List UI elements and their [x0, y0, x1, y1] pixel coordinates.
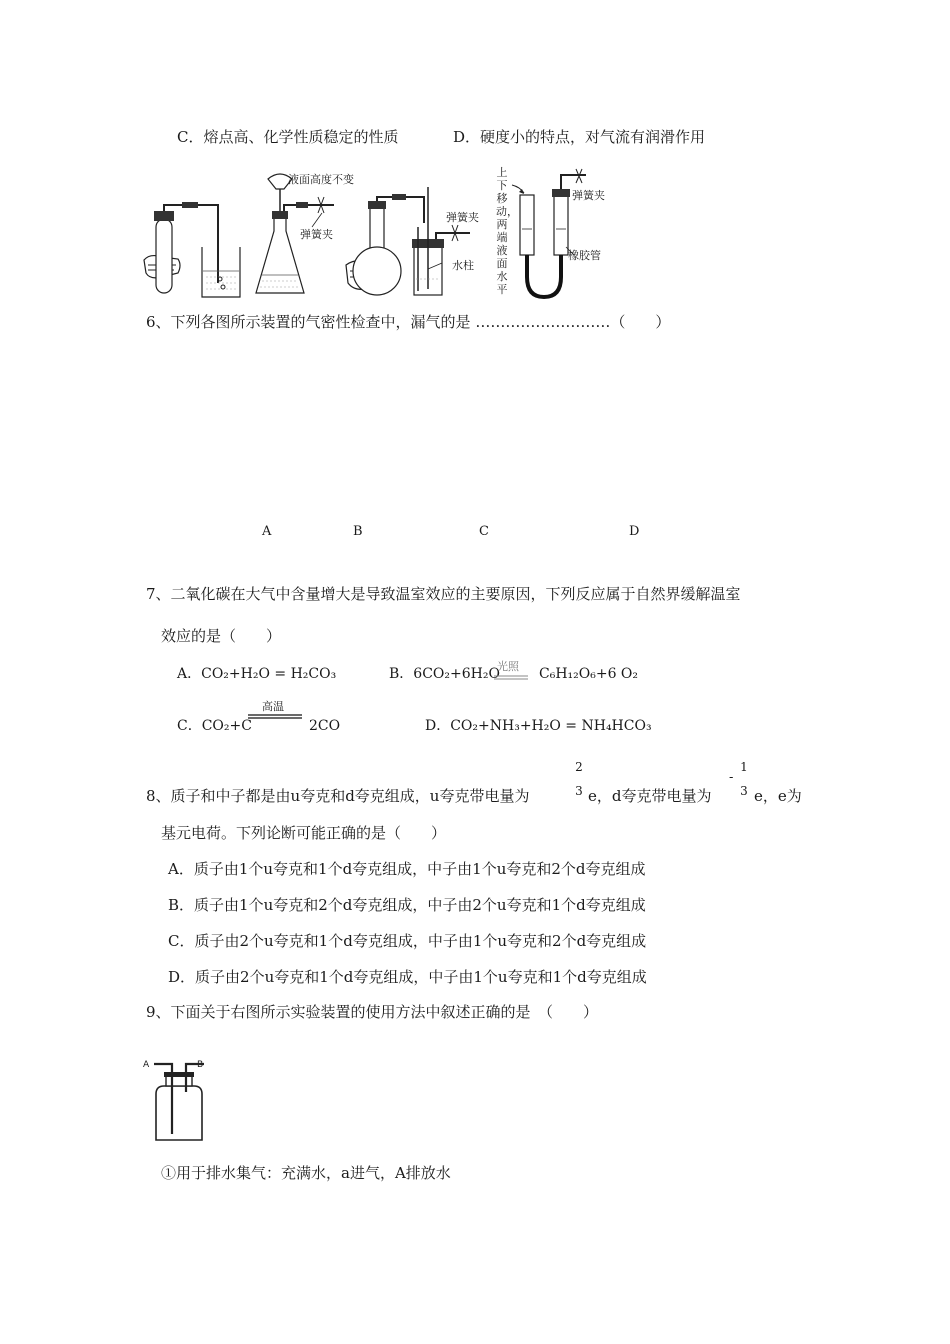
q8-frac1-den: 3 [575, 784, 583, 798]
q9-label-b: B [197, 1060, 204, 1070]
q7-option-b-arrow [494, 675, 528, 681]
label-clamp-d: 弹簧夹 [572, 189, 605, 202]
q8-frac2-num: 1 [740, 760, 748, 774]
q7-option-c-condition: 高温 [262, 700, 284, 713]
q5-option-c: C．熔点高、化学性质稳定的性质 [177, 128, 399, 146]
q9-item1: ①用于排水集气：充满水，a进气，A排放水 [161, 1164, 451, 1182]
q7-option-c-arrow [248, 714, 302, 720]
q6-apparatus-d [510, 165, 610, 305]
q8-stem-part1: 8、质子和中子都是由u夸克和d夸克组成，u夸克带电量为 [146, 787, 530, 805]
q8-stem-part2: e，d夸克带电量为 [588, 787, 712, 805]
q8-neg-sign: - [729, 770, 734, 785]
q6-label-a: A [262, 524, 272, 539]
q9-gas-bottle [150, 1058, 210, 1148]
q7-option-b-right: C₆H₁₂O₆+6 O₂ [539, 666, 639, 682]
q7-stem-line1: 7、二氧化碳在大气中含量增大是导致温室效应的主要原因，下列反应属于自然界缓解温室 [146, 585, 741, 603]
label-level-unchanged: 液面高度不变 [288, 173, 354, 186]
q9-label-a: A [143, 1060, 150, 1070]
q6-apparatus-c [342, 165, 472, 305]
q8-frac1-num: 2 [575, 760, 583, 774]
q7-option-d: D．CO₂+NH₃+H₂O = NH₄HCO₃ [425, 718, 652, 734]
label-move-up-down: 上下移动，两端液面水平 [496, 166, 518, 296]
q7-option-a: A．CO₂+H₂O = H₂CO₃ [177, 666, 337, 682]
q8-option-c: C．质子由2个u夸克和1个d夸克组成，中子由1个u夸克和2个d夸克组成 [168, 932, 647, 950]
q8-option-b: B．质子由1个u夸克和2个d夸克组成，中子由2个u夸克和1个d夸克组成 [168, 896, 646, 914]
label-water-column: 水柱 [452, 259, 474, 272]
q8-stem-part3: e，e为 [754, 787, 802, 805]
q6-label-b: B [353, 524, 363, 539]
label-rubber-tube: 橡胶管 [568, 249, 601, 262]
q7-option-b-left: B．6CO₂+6H₂O [389, 666, 500, 682]
q5-option-d: D．硬度小的特点，对气流有润滑作用 [453, 128, 706, 146]
label-clamp-b: 弹簧夹 [300, 228, 333, 241]
q6-label-c: C [479, 524, 489, 539]
q6-stem: 6、下列各图所示装置的气密性检查中，漏气的是 ………………………（ ） [146, 313, 671, 331]
label-clamp-c: 弹簧夹 [446, 211, 479, 224]
q7-option-c-left: C．CO₂+C [177, 718, 252, 734]
q8-stem-line2: 基元电荷。下列论断可能正确的是（ ） [161, 824, 447, 842]
q6-apparatus-a [140, 165, 250, 305]
q8-frac2-den: 3 [740, 784, 748, 798]
q7-option-c-right: 2CO [309, 718, 341, 734]
q7-option-b-condition: 光照 [497, 660, 519, 673]
q6-label-d: D [629, 524, 640, 539]
q8-option-d: D．质子由2个u夸克和1个d夸克组成，中子由1个u夸克和1个d夸克组成 [168, 968, 647, 986]
q7-stem-line2: 效应的是（ ） [161, 627, 282, 645]
q9-stem: 9、下面关于右图所示实验装置的使用方法中叙述正确的是 （ ） [146, 1003, 599, 1021]
q8-option-a: A．质子由1个u夸克和1个d夸克组成，中子由1个u夸克和2个d夸克组成 [168, 860, 646, 878]
